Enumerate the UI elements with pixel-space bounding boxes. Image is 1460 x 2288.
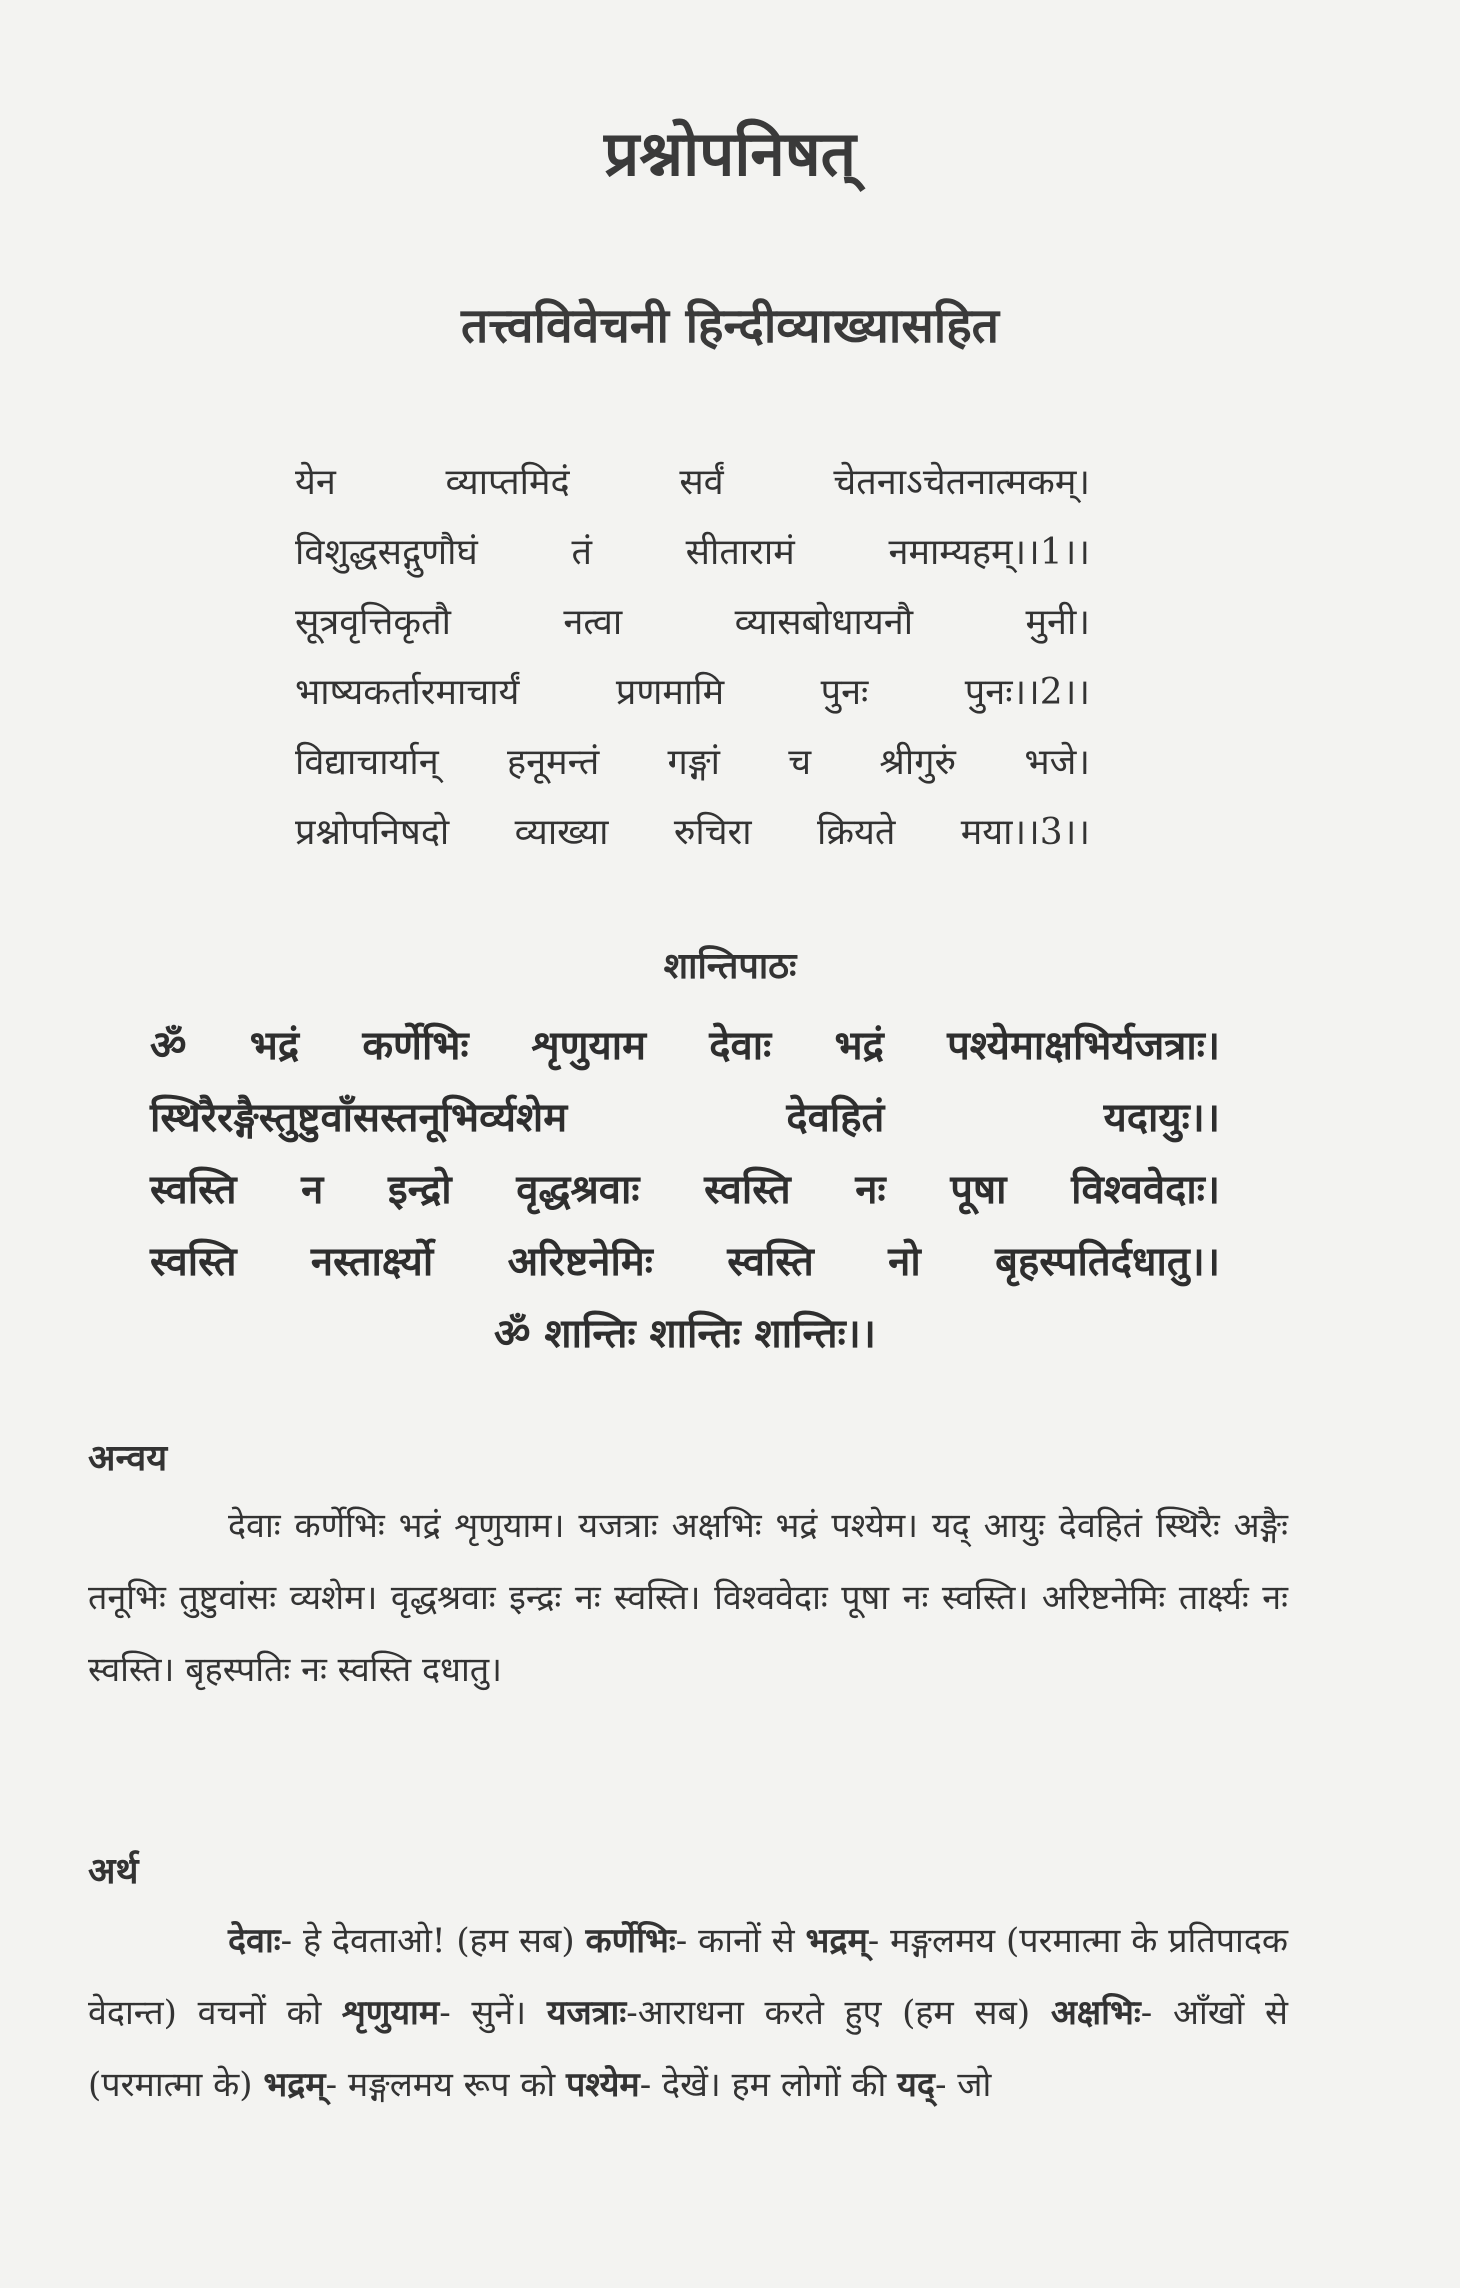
artha-term: यद् bbox=[897, 2065, 935, 2105]
shanti-line: ॐ शान्तिः शान्तिः शान्तिः।। bbox=[494, 1311, 876, 1357]
artha-term: भद्रम् bbox=[805, 1921, 868, 1961]
artha-text: - जो bbox=[934, 2065, 992, 2105]
artha-text: - कानों से bbox=[675, 1921, 806, 1961]
verse-line: विशुद्धसद्गुणौघं तं सीतारामं नमाम्यहम्।।1।। bbox=[295, 532, 1090, 573]
verse-line: सूत्रवृत्तिकृतौ नत्वा व्यासबोधायनौ मुनी। bbox=[295, 602, 1090, 643]
artha-text: - सुनें। bbox=[439, 1993, 547, 2033]
artha-text: - आँखों से (परमात्मा के) bbox=[88, 1993, 1289, 2105]
shanti-path bbox=[150, 1010, 1220, 1370]
artha-text: - हे देवताओ! (हम सब) bbox=[280, 1921, 586, 1961]
verse-line: विद्याचार्यान् हनूमन्तं गङ्गां च श्रीगुरुं भजे। bbox=[295, 742, 1090, 783]
artha-text: - मङ्गलमय (परमात्मा के प्रतिपादक वेदान्त) वचनों को bbox=[88, 1921, 1289, 2033]
shanti-line: स्वस्ति न इन्द्रो वृद्धश्रवाः स्वस्ति नः पूषा विश्ववेदाः। bbox=[150, 1167, 1220, 1213]
artha-text: - देखें। हम लोगों की bbox=[639, 2065, 898, 2105]
verse-line: येन व्याप्तमिदं सर्वं चेतनाऽचेतनात्मकम्। bbox=[295, 462, 1090, 503]
artha-term: पश्येम bbox=[565, 2065, 640, 2105]
artha-term: अक्षभिः bbox=[1050, 1993, 1141, 2033]
artha-term: भद्रम् bbox=[263, 2065, 326, 2105]
artha-text: -आराधना करते हुए (हम सब) bbox=[626, 1993, 1051, 2033]
anvaya-paragraph bbox=[88, 1490, 1288, 1706]
artha-heading: अर्थ bbox=[88, 1851, 139, 1892]
verse-line: भाष्यकर्तारमाचार्यं प्रणमामि पुनः पुनः।।2।। bbox=[295, 672, 1090, 713]
invocation-verses bbox=[295, 448, 1090, 868]
artha-paragraph bbox=[88, 1905, 1288, 2121]
artha-term: शृणुयाम bbox=[342, 1993, 440, 2033]
artha-term: कर्णेभिः bbox=[585, 1921, 676, 1961]
shanti-heading: शान्तिपाठः bbox=[663, 946, 797, 987]
shanti-line: स्थिरैरङ्गैस्तुष्टुवाँसस्तनूभिर्व्यशेम देवहितं यदायुः।। bbox=[150, 1095, 1220, 1141]
artha-term: यजत्राः bbox=[546, 1993, 627, 2033]
anvaya-text: देवाः कर्णेभिः भद्रं शृणुयाम। यजत्राः अक्षभिः भद्रं पश्येम। यद् आयुः देवहितं स्थिरैः अङ्गैः तनूभिः तुष्टुवांसः व्यशेम। वृद्धश्रवाः इन्द्रः नः स्वस्ति। विश्ववेदाः पूषा नः स्वस्ति। अरिष्टनेमिः तार्क्ष्यः नः स्वस्ति। बृहस्पतिः नः स्वस्ति दधातु। bbox=[88, 1506, 1288, 1690]
artha-term: देवाः bbox=[228, 1921, 281, 1961]
page-subtitle: तत्त्वविवेचनी हिन्दीव्याख्यासहित bbox=[460, 298, 1000, 354]
shanti-line: ॐ भद्रं कर्णेभिः शृणुयाम देवाः भद्रं पश्येमाक्षभिर्यजत्राः। bbox=[150, 1023, 1220, 1069]
anvaya-heading: अन्वय bbox=[88, 1438, 168, 1479]
page-title: प्रश्नोपनिषत् bbox=[603, 117, 857, 190]
shanti-line: स्वस्ति नस्तार्क्ष्यो अरिष्टनेमिः स्वस्ति नो बृहस्पतिर्दधातु।। bbox=[150, 1239, 1220, 1285]
verse-line: प्रश्नोपनिषदो व्याख्या रुचिरा क्रियते मया।।3।। bbox=[295, 812, 1090, 853]
artha-text: - मङ्गलमय रूप को bbox=[325, 2065, 566, 2105]
